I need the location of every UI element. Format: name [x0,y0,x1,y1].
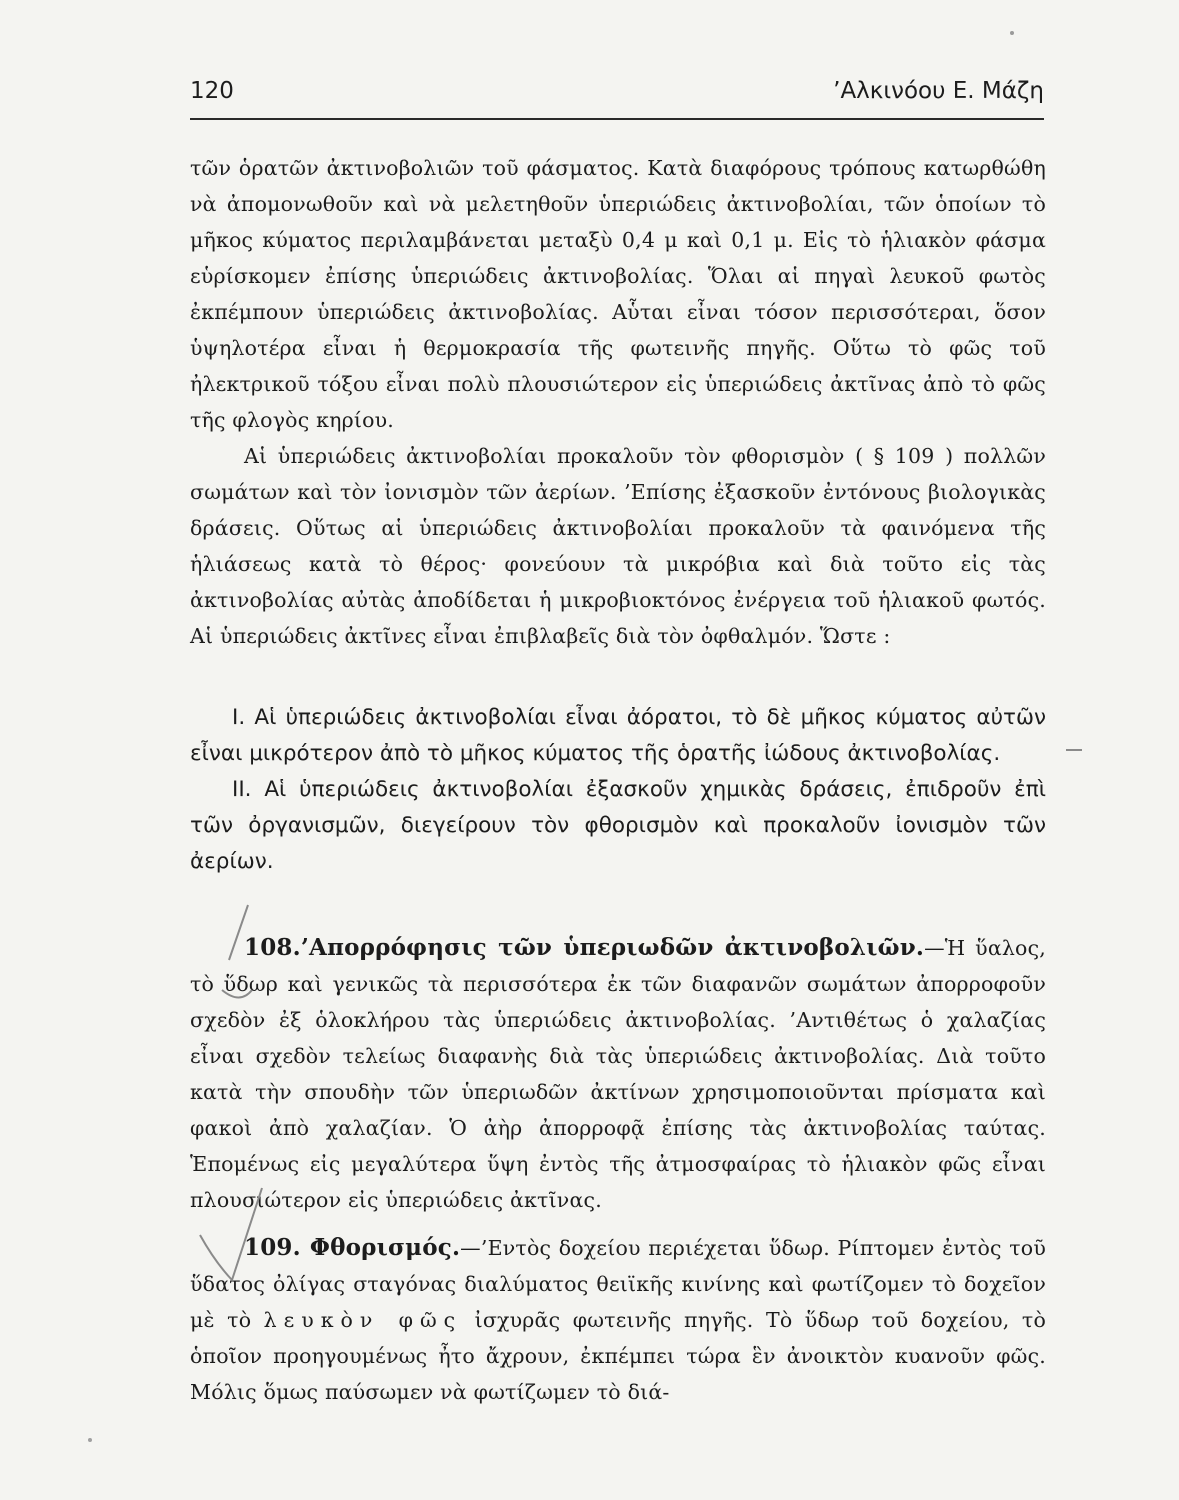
conclusion-text: Αἱ ὑπεριώδεις ἀκτινοβολίαι ἐξασκοῦν χημικὰς δράσεις, ἐπιδροῦν ἐπὶ τῶν ὀργανισμῶν, διεγείρουν τὸν φθορισμὸν καὶ προκαλοῦν ἰονισμὸν τῶν ἀερίων. [190,777,1047,874]
section-109-text-after: ἰσχυρᾶς φωτεινῆς πηγῆς. Τὸ ὕδωρ τοῦ δοχείου, τὸ ὁποῖον προηγουμένως ἦτο ἄχρουν, ἐκπέμπει τώρα ἓν ἀνοικτὸν κυανοῦν φῶς. Μόλις ὅμως παύσωμεν νὰ φωτίζωμεν τὸ διά- [190,1308,1046,1404]
main-text-block [190,150,1046,654]
section-108 [190,930,1046,1218]
running-head: ’Αλκινόου Ε. Μάζη [833,78,1044,104]
conclusion-numeral: ΙΙ. [232,777,252,802]
section-109-heading: 109. Φθορισμός. [244,1234,461,1261]
conclusion-numeral: Ι. [232,705,246,730]
conclusion-text: Αἱ ὑπεριώδεις ἀκτινοβολίαι εἶναι ἀόρατοι, τὸ δὲ μῆκος κύματος αὐτῶν εἶναι μικρότερον ἀπὸ τὸ μῆκος κύματος τῆς ὁρατῆς ἰώδους ἀκτινοβολίας. [190,705,1046,766]
section-109 [190,1230,1046,1410]
spaced-term: λευκὸν φῶς [263,1308,463,1332]
paragraph-effects: Αἱ ὑπεριώδεις ἀκτινοβολίαι προκαλοῦν τὸν φθορισμὸν ( § 109 ) πολλῶν σωμάτων καὶ τὸν ἰονισμὸν τῶν ἀερίων. ’Επίσης ἐξασκοῦν ἐντόνους βιολογικὰς δράσεις. Οὕτως αἱ ὑπεριώδεις ἀκτινοβολίαι προκαλοῦν τὰ φαινόμενα τῆς ἡλιάσεως κατὰ τὸ θέρος· φονεύουν τὰ μικρόβια καὶ διὰ τοῦτο εἰς τὰς ἀκτινοβολίας αὐτὰς ἀποδίδεται ἡ μικροβιοκτόνος ἐνέργεια τοῦ ἡλιακοῦ φωτός. Αἱ ὑπεριώδεις ἀκτῖνες εἶναι ἐπιβλαβεῖς διὰ τὸν ὀφθαλμόν. Ὥστε : [190,444,1046,648]
conclusions-list [190,700,1046,880]
pencil-dot-top [1010,31,1014,35]
page-header [190,72,1044,120]
pencil-dot-left [88,1438,92,1442]
section-109-text-before: —’Εντὸς δοχείου περιέχεται ὕδωρ. Ρίπτομεν ἐντὸς τοῦ ὕδατος ὀλίγας σταγόνας διαλύματος θειϊκῆς κινίνης καὶ φωτίζομεν τὸ δοχεῖον μὲ τὸ [190,1236,1047,1332]
paragraph-spectrum: τῶν ὁρατῶν ἀκτινοβολιῶν τοῦ φάσματος. Κατὰ διαφόρους τρόπους κατωρθώθη νὰ ἀπομονωθοῦν καὶ νὰ μελετηθοῦν ὑπεριώδεις ἀκτινοβολίαι, τῶν ὁποίων τὸ μῆκος κύματος περιλαμβάνεται μεταξὺ 0,4 μ καὶ 0,1 μ. Εἰς τὸ ἡλιακὸν φάσμα εὑρίσκομεν ἐπίσης ὑπεριώδεις ἀκτινοβολίας. Ὅλαι αἱ πηγαὶ λευκοῦ φωτὸς ἐκπέμπουν ὑπεριώδεις ἀκτινοβολίας. Αὗται εἶναι τόσον περισσότεραι, ὅσον ὑψηλοτέρα εἶναι ἡ θερμοκρασία τῆς φωτεινῆς πηγῆς. Οὕτω τὸ φῶς τοῦ ἠλεκτρικοῦ τόξου εἶναι πολὺ πλουσιώτερον εἰς ὑπεριώδεις ἀκτῖνας ἀπὸ τὸ φῶς τῆς φλογὸς κηρίου. [190,156,1046,432]
section-108-text: —Ἡ ὕαλος, τὸ ὕδωρ καὶ γενικῶς τὰ περισσότερα ἐκ τῶν διαφανῶν σωμάτων ἀπορροφοῦν σχεδὸν ἐξ ὁλοκλήρου τὰς ὑπεριώδεις ἀκτινοβολίας. ’Αντιθέτως ὁ χαλαζίας εἶναι σχεδὸν τελείως διαφανὴς διὰ τὰς ὑπεριώδεις ἀκτινοβολίας. Διὰ τοῦτο κατὰ τὴν σπουδὴν τῶν ὑπεριωδῶν ἀκτίνων χρησιμοποιοῦνται πρίσματα καὶ φακοὶ ἀπὸ χαλαζίαν. Ὁ ἀὴρ ἀπορροφᾷ ἐπίσης τὰς ἀκτινοβολίας ταύτας. Ἑπομένως εἰς μεγαλύτερα ὕψη ἐντὸς τῆς ἀτμοσφαίρας τὸ ἡλιακὸν φῶς εἶναι πλουσιώτερον εἰς ὑπεριώδεις ἀκτῖνας. [190,936,1046,1212]
section-108-heading: 108.’Απορρόφησις τῶν ὑπεριωδῶν ἀκτινοβολιῶν. [244,934,925,961]
conclusion-item [190,700,1046,772]
conclusion-item [190,772,1046,880]
page-number: 120 [190,78,234,104]
